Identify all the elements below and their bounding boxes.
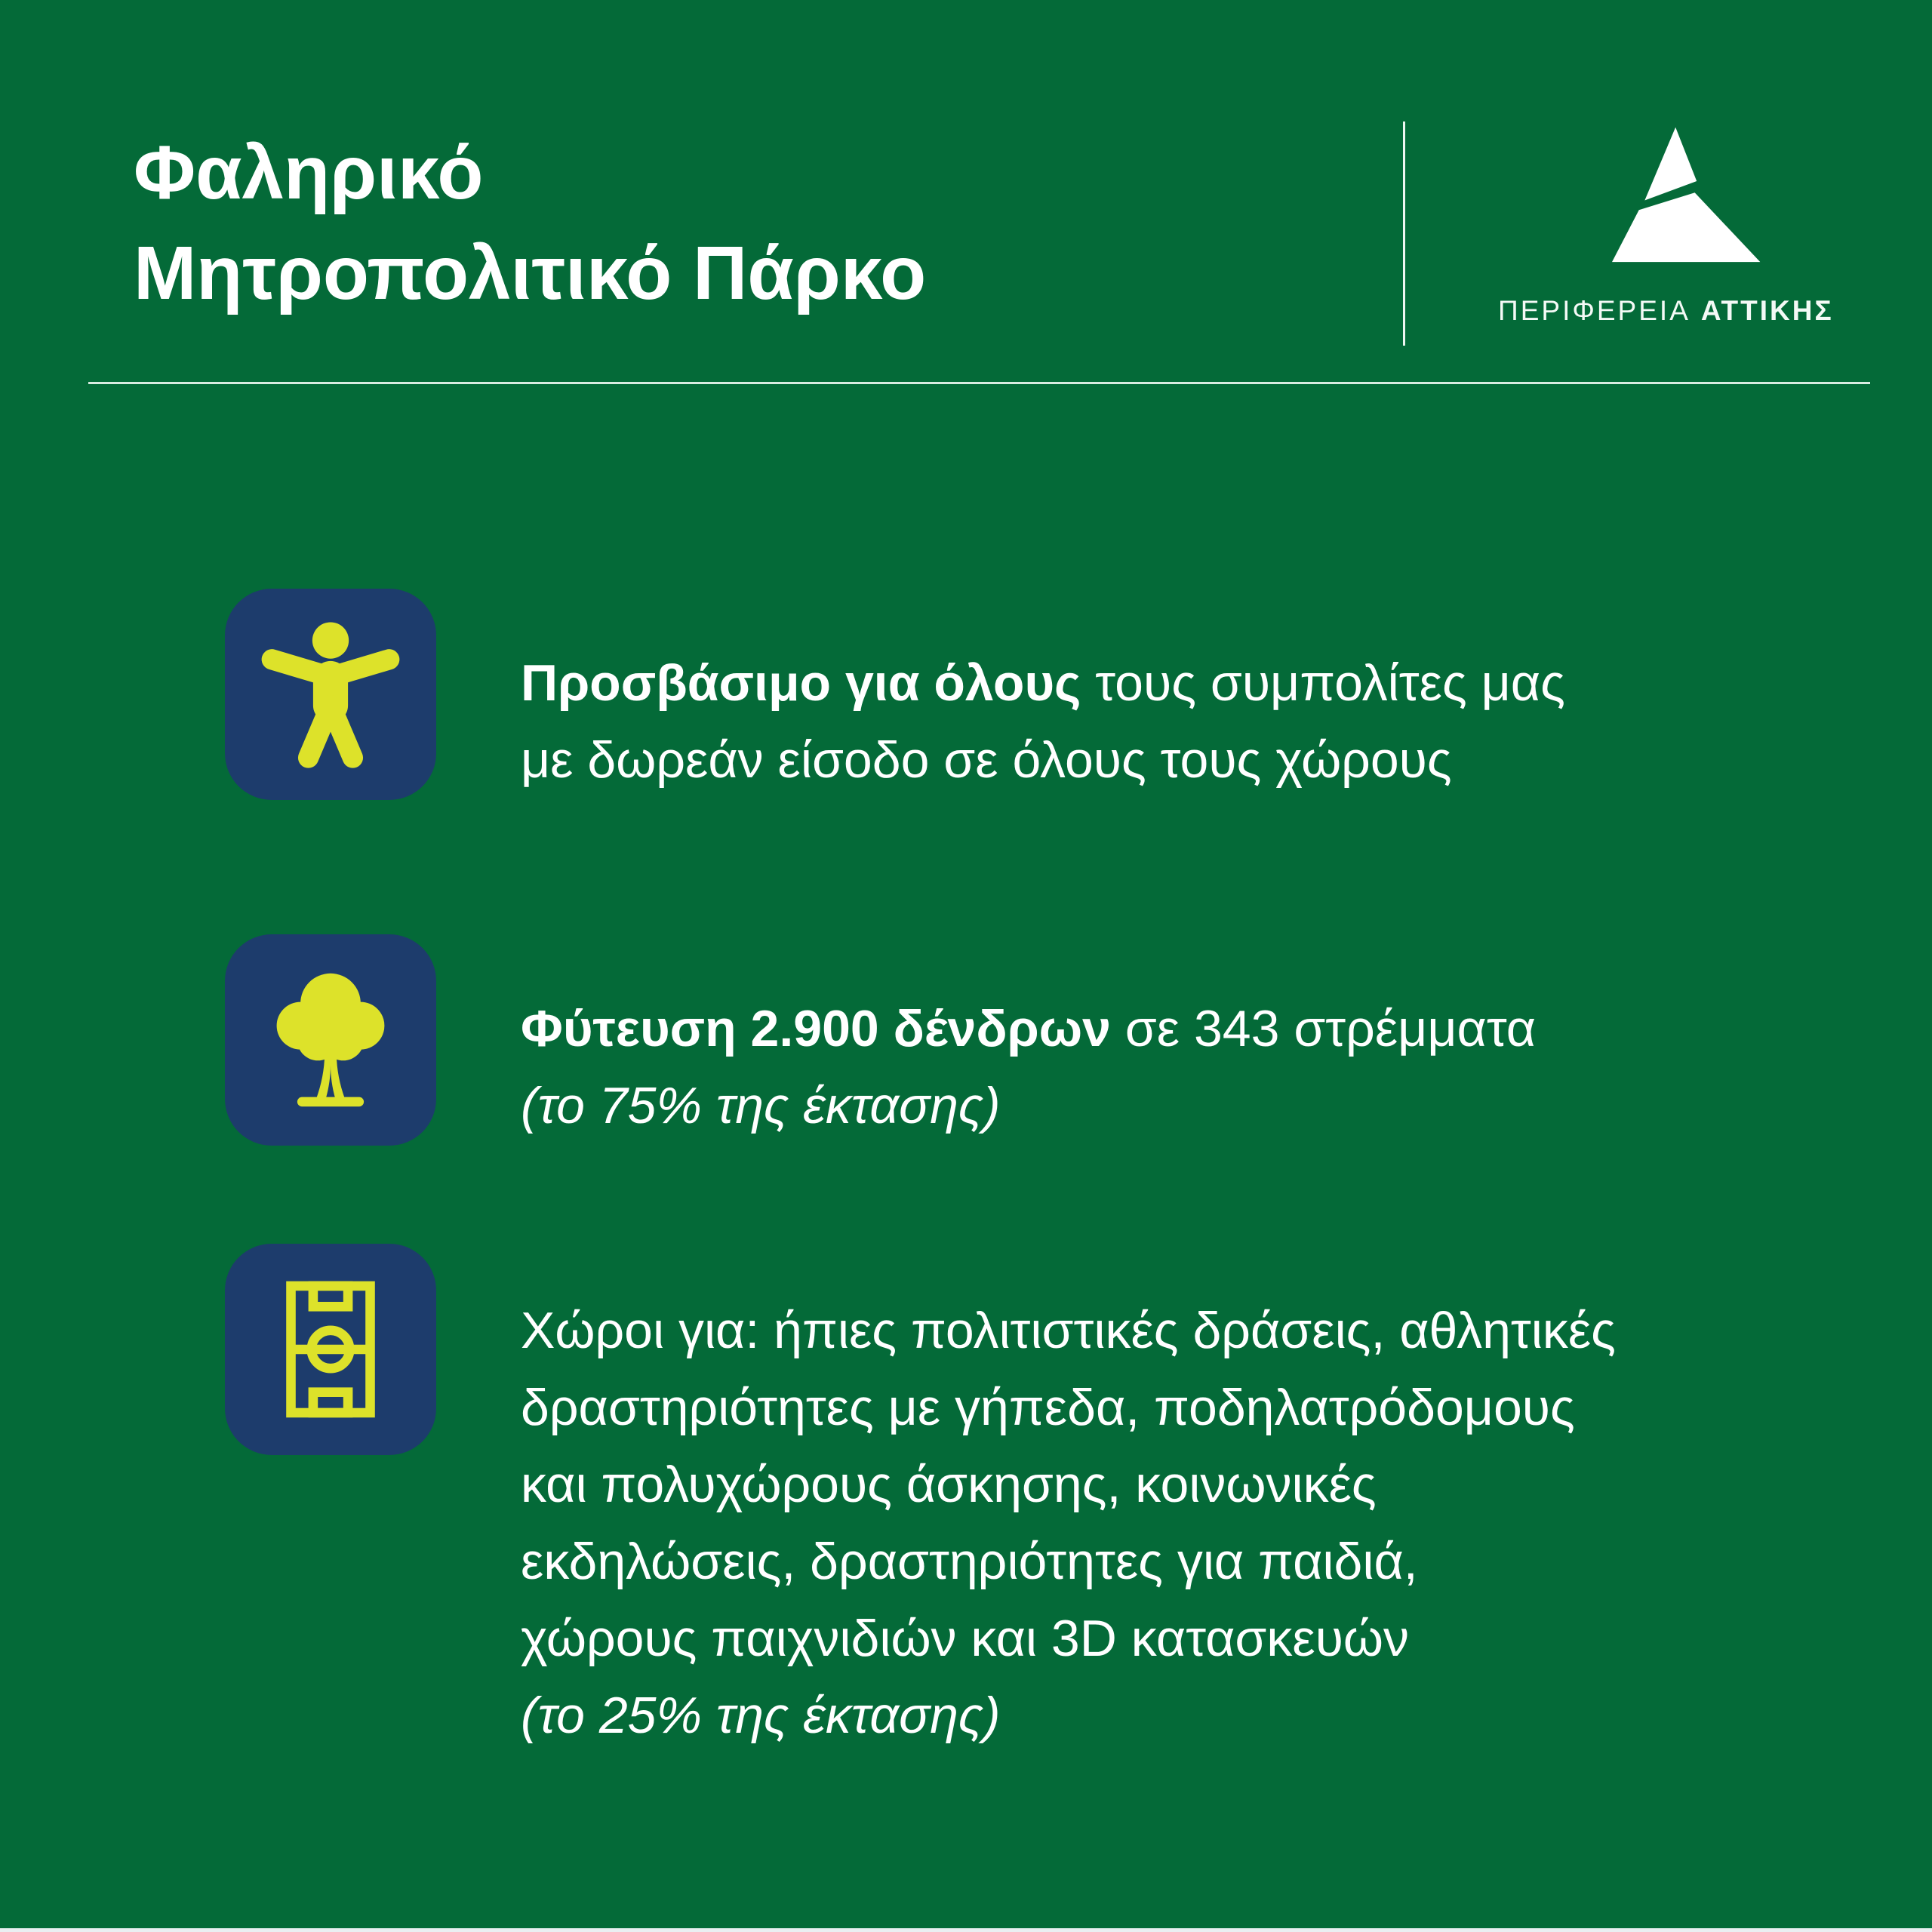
logo-wordmark bbox=[1498, 295, 1834, 327]
tree-icon bbox=[251, 961, 410, 1119]
page-title bbox=[134, 123, 926, 324]
feature-regular-text: τους συμπολίτες μας bbox=[1081, 654, 1565, 712]
logo-wordmark-regular: ΠΕΡΙΦΕΡΕΙΑ bbox=[1498, 295, 1690, 326]
icon-tile bbox=[225, 934, 436, 1146]
feature-row-accessibility bbox=[225, 589, 1565, 800]
page-title-line1: Φαληρικό bbox=[134, 131, 484, 215]
feature-row-planting bbox=[225, 934, 1536, 1146]
logo-wordmark-bold: ΑΤΤΙΚΗΣ bbox=[1700, 295, 1834, 326]
feature-line: Χώροι για: ήπιες πολιτιστικές δράσεις, αθλητικές bbox=[521, 1302, 1616, 1359]
feature-bold-text: Προσβάσιμο για όλους bbox=[521, 654, 1081, 712]
soccer-field-icon bbox=[251, 1270, 410, 1429]
feature-row-spaces bbox=[225, 1244, 1616, 1754]
feature-regular-text: σε 343 στρέμματα bbox=[1110, 1000, 1537, 1057]
icon-tile bbox=[225, 1244, 436, 1455]
feature-line: με δωρεάν είσοδο σε όλους τους χώρους bbox=[521, 731, 1452, 789]
feature-bold-text: Φύτευση 2.900 δένδρων bbox=[521, 1000, 1111, 1057]
feature-line bbox=[521, 990, 1536, 1067]
feature-note-italic: (το 25% της έκτασης) bbox=[521, 1687, 1001, 1744]
feature-text-accessibility bbox=[521, 645, 1565, 798]
page-title-line2: Μητροπολιτικό Πάρκο bbox=[134, 231, 927, 315]
icon-tile bbox=[225, 589, 436, 800]
feature-line: εκδηλώσεις, δραστηριότητες για παιδιά, bbox=[521, 1533, 1418, 1590]
vertical-divider bbox=[1403, 122, 1405, 346]
feature-text-planting bbox=[521, 990, 1536, 1144]
feature-note-italic: (το 75% της έκτασης) bbox=[521, 1077, 1001, 1134]
feature-line: χώρους παιχνιδιών και 3D κατασκευών bbox=[521, 1610, 1409, 1667]
feature-line bbox=[521, 645, 1565, 721]
feature-line: δραστηριότητες με γήπεδα, ποδηλατρόδομους bbox=[521, 1379, 1575, 1436]
feature-text-spaces bbox=[521, 1292, 1616, 1754]
attica-region-logo-icon bbox=[1574, 123, 1766, 278]
bottom-edge-strip bbox=[0, 1928, 1932, 1932]
feature-line: και πολυχώρους άσκησης, κοινωνικές bbox=[521, 1456, 1377, 1513]
horizontal-divider bbox=[88, 382, 1870, 384]
accessibility-person-icon bbox=[251, 615, 410, 774]
